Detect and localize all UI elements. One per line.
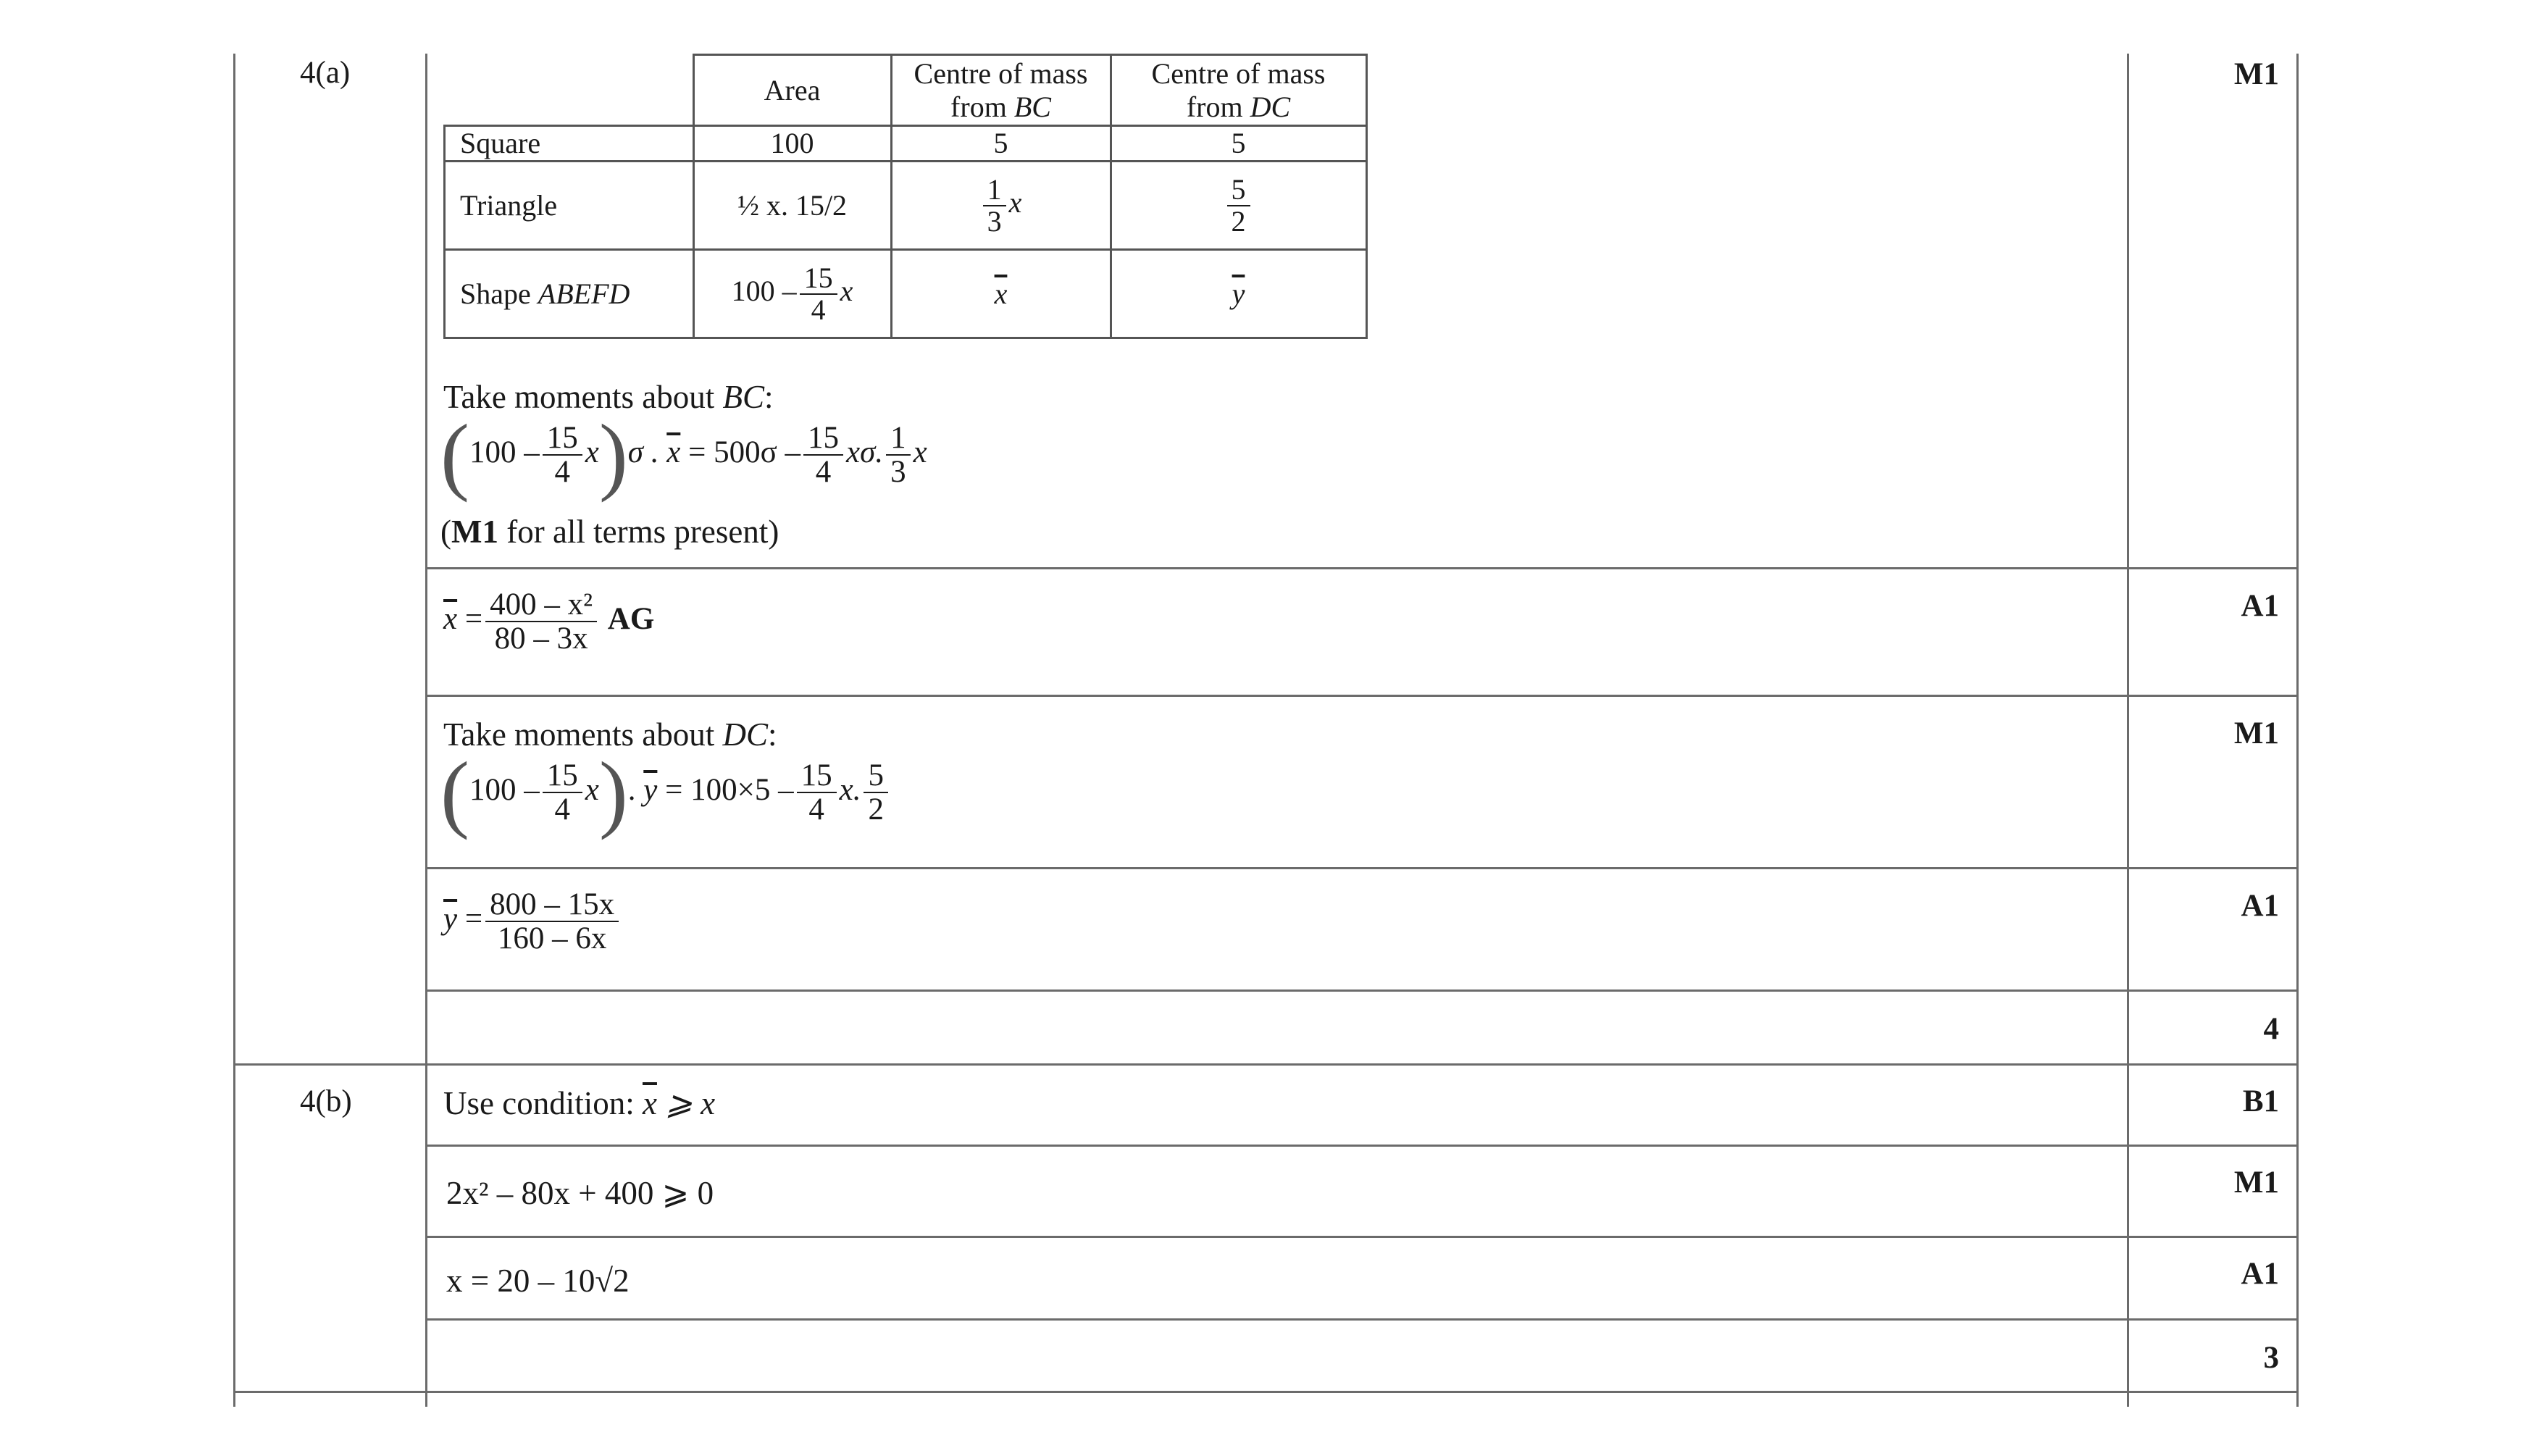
question-label-4b: 4(b)	[300, 1084, 352, 1118]
mark-m1-ineq: M1	[2233, 1166, 2279, 1200]
table-row-square: Square 100 5 5	[445, 126, 1367, 162]
grid-line-marks-col	[2127, 54, 2129, 1407]
grid-line-question-col	[425, 54, 427, 1407]
ybar-result: $\overline{y}$ = $\frac{800 - 15x}{160 - 6x}$	[443, 888, 622, 955]
row-divider-2	[425, 695, 2299, 697]
row-divider-7	[425, 1318, 2299, 1321]
question-label-4a: 4(a)	[300, 56, 351, 90]
mark-total-4a: 4	[2263, 1012, 2279, 1046]
header-area: Area	[693, 55, 891, 126]
row-divider-bottom	[233, 1391, 2299, 1393]
moments-dc-heading: Take moments about DC:	[443, 716, 777, 753]
mark-a1-xbar: A1	[2241, 589, 2279, 623]
xbar-result: $\overline{x}$ = $\frac{\text{400 – x²}}{80 - 3x}$ AG	[443, 587, 655, 656]
condition-text: Use condition: $\overline{x}$ ⩾ x	[443, 1085, 716, 1121]
row-divider-3	[425, 867, 2299, 869]
row-divider-part	[233, 1063, 2299, 1066]
inequality-text: 2x² – 80x + 400 ⩾ 0	[446, 1175, 714, 1211]
table-row-triangle: Triangle ½ x. 15/2 $\frac{1}{3}$ x $\frac{5}{2}$	[445, 162, 1367, 250]
row-divider-1	[425, 567, 2299, 569]
mark-a1-solution: A1	[2241, 1257, 2279, 1291]
mark-m1-dc: M1	[2233, 716, 2279, 750]
row-divider-4	[425, 990, 2299, 992]
centre-of-mass-table	[443, 54, 1368, 339]
solution-text: x = 20 – 10√2	[446, 1263, 630, 1299]
moments-bc-note: (M1 for all terms present)	[440, 514, 779, 550]
mark-b1: B1	[2242, 1084, 2279, 1118]
grid-line-left	[233, 54, 235, 1407]
moments-bc-heading: Take moments about BC:	[443, 379, 774, 415]
moments-dc-equation: (100 – $\frac{15}{4}$ x). $\overline{y} = 100\times 5$ – $\frac{15}{4}$ x. $\frac{5}{2}$	[440, 758, 891, 827]
table-row-shape: Shape ABEFD 100 – $\frac{15}{4}$ x $\overline{x}$ $\overline{y}$	[445, 250, 1367, 338]
row-divider-6	[425, 1236, 2299, 1238]
mark-m1-table: M1	[2233, 57, 2279, 91]
header-com-bc: Centre of mass from BC	[891, 55, 1111, 126]
grid-line-right	[2296, 54, 2299, 1407]
header-com-dc: Centre of mass from DC	[1111, 55, 1366, 126]
mark-total-4b: 3	[2263, 1341, 2279, 1375]
row-divider-5	[425, 1145, 2299, 1147]
mark-a1-ybar: A1	[2241, 889, 2279, 923]
moments-bc-equation: (100 – $\frac{15}{4}$ x)σ . $\overline{x} = 500\sigma$ – $\frac{15}{4}$ xσ. $\frac{1}{3}$ x	[440, 406, 927, 503]
